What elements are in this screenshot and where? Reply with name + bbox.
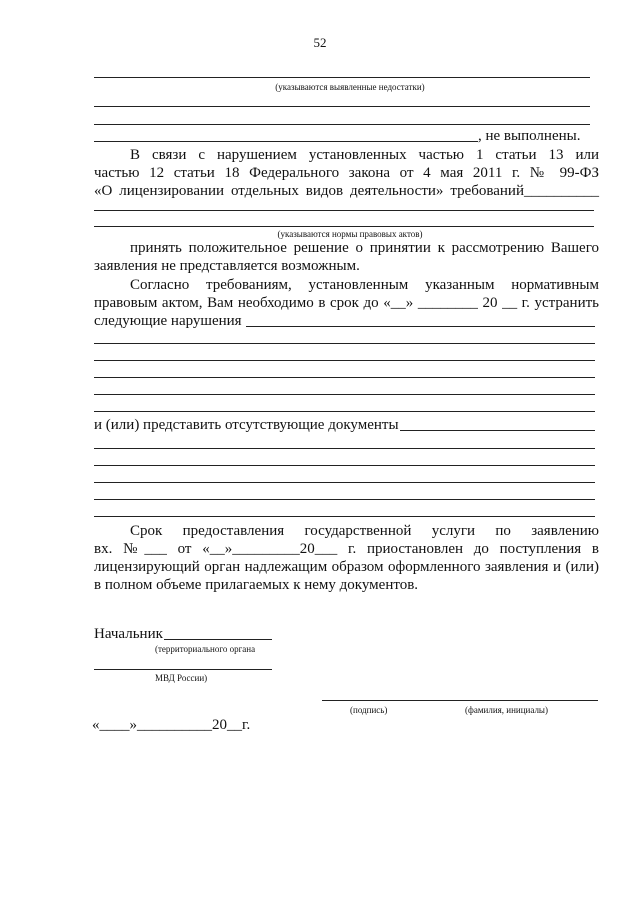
blank-line [94, 669, 272, 670]
caption-norms: (указываются нормы правовых актов) [277, 229, 423, 239]
requirements-line-3: следующие нарушения [94, 313, 242, 329]
blank-line [94, 141, 478, 142]
blank-line [94, 360, 595, 361]
decision-line-1: принять положительное решение о принятии к рассмотрению Вашего [130, 240, 599, 256]
blank-line [94, 516, 595, 517]
caption-name: (фамилия, инициалы) [465, 705, 548, 715]
date-line: «____»__________20__г. [92, 717, 251, 733]
requirements-line-2: правовым актом, Вам необходимо в срок до «__» ________ 20 __ г. устранить [94, 295, 599, 311]
blank-line [94, 106, 590, 107]
caption-signature: (подпись) [350, 705, 388, 715]
blank-line [94, 77, 590, 78]
blank-line [94, 411, 595, 412]
blank-line [400, 430, 595, 431]
signature-line [322, 700, 598, 701]
page-number: 52 [313, 35, 327, 50]
violation-line-1: В связи с нарушением установленных частью 1 статьи 13 или [130, 147, 599, 163]
blank-line [94, 448, 595, 449]
blank-line [94, 343, 595, 344]
blank-line [94, 499, 595, 500]
blank-line [94, 482, 595, 483]
blank-line [94, 465, 595, 466]
missing-docs-line: и (или) представить отсутствующие документы [94, 417, 399, 433]
chief-label: Начальник [94, 626, 163, 642]
decision-line-2: заявления не представляется возможным. [94, 258, 360, 274]
violation-line-3: «О лицензировании отдельных видов деятельности» требований__________ [94, 183, 599, 199]
suspension-line-1: Срок предоставления государственной услуги по заявлению [130, 523, 599, 539]
suspension-line-4: в полном объеме прилагаемых к нему документов. [94, 577, 419, 593]
suspension-line-2: вх. №___ от «__»_________20___ г. приостановлен до поступления в [94, 541, 599, 557]
suspension-line-3: лицензирующий орган надлежащим образом оформленного заявления и (или) [94, 559, 599, 575]
not-fulfilled-text: , не выполнены. [478, 128, 581, 144]
blank-line [164, 639, 272, 640]
caption-shortcomings: (указываются выявленные недостатки) [275, 82, 425, 92]
blank-line [246, 326, 595, 327]
blank-line [94, 394, 595, 395]
blank-line [94, 210, 594, 211]
caption-mvd: МВД России) [155, 673, 208, 683]
blank-line [94, 226, 594, 227]
violation-line-2: частью 12 статьи 18 Федерального закона от 4 мая 2011 г. № 99-ФЗ [94, 165, 599, 181]
blank-line [94, 124, 590, 125]
caption-territorial: (территориального органа [155, 644, 256, 654]
requirements-line-1: Согласно требованиям, установленным указанным нормативным [130, 277, 599, 293]
blank-line [94, 377, 595, 378]
